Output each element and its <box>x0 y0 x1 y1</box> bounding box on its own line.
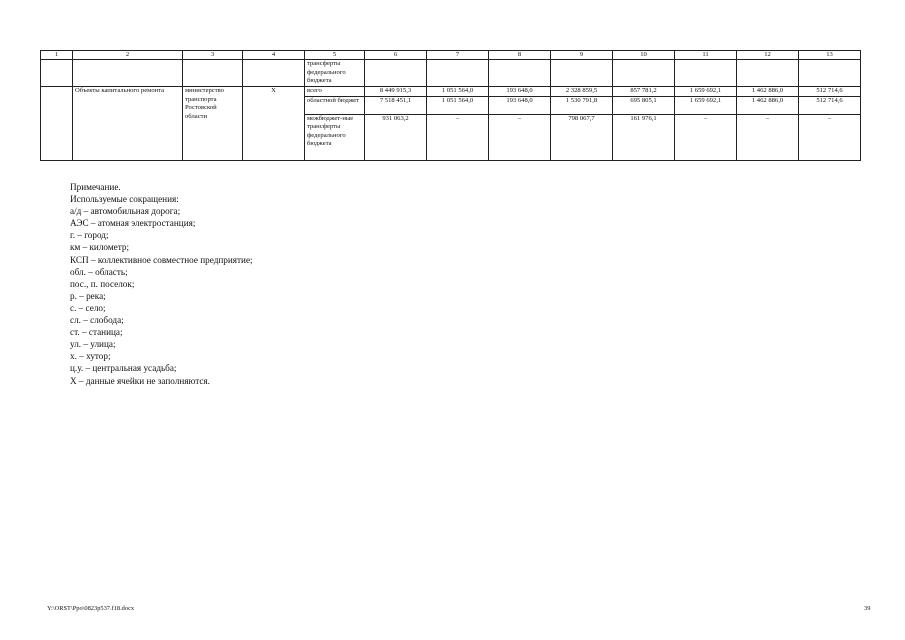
note-line: Х – данные ячейки не заполняются. <box>70 375 210 386</box>
header-cell: 13 <box>799 51 861 60</box>
source-cell: межбюджет-ные трансферты федерального бюджета <box>305 114 365 160</box>
note-line: км – километр; <box>70 242 130 253</box>
header-cell: 4 <box>243 51 305 60</box>
table-header-row <box>41 51 861 60</box>
note-line: г. – город; <box>70 230 109 241</box>
object-name-cell: Объекты капитального ремонта <box>73 87 183 160</box>
value-cell: 193 648,0 <box>489 96 551 114</box>
value-cell: 1 462 886,0 <box>737 87 799 96</box>
note-line: с. – село; <box>70 302 106 313</box>
header-cell: 6 <box>365 51 427 60</box>
value-cell: – <box>737 114 799 160</box>
note-line: КСП – коллективное совместное предприятие; <box>70 254 253 265</box>
value-cell: 512 714,6 <box>799 96 861 114</box>
note-line: ст. – станица; <box>70 327 123 338</box>
x-cell: Х <box>243 87 305 160</box>
value-cell: 193 648,0 <box>489 87 551 96</box>
source-cell: всего <box>305 87 365 96</box>
value-cell: 8 449 915,3 <box>365 87 427 96</box>
header-cell: 5 <box>305 51 365 60</box>
value-cell: 695 805,1 <box>613 96 675 114</box>
header-cell: 2 <box>73 51 183 60</box>
note-line: сл. – слобода; <box>70 315 124 326</box>
budget-table <box>40 50 861 161</box>
value-cell: – <box>489 114 551 160</box>
header-cell: 8 <box>489 51 551 60</box>
header-cell: 7 <box>427 51 489 60</box>
note-line: р. – река; <box>70 290 106 301</box>
value-cell: 1 462 886,0 <box>737 96 799 114</box>
value-cell: 857 781,2 <box>613 87 675 96</box>
value-cell: 2 328 859,5 <box>551 87 613 96</box>
note-line: ц.у. – центральная усадьба; <box>70 363 177 374</box>
page-number: 39 <box>864 605 871 612</box>
value-cell: 512 714,6 <box>799 87 861 96</box>
notes-block <box>70 181 253 387</box>
note-line: Используемые сокращения: <box>70 194 179 205</box>
note-title: Примечание. <box>70 182 121 192</box>
value-cell: – <box>675 114 737 160</box>
note-line: ул. – улица; <box>70 339 116 350</box>
note-line: х. – хутор; <box>70 351 111 362</box>
value-cell: 7 518 451,1 <box>365 96 427 114</box>
executor-cell: министерство транспорта Ростовской области <box>183 87 243 160</box>
value-cell: 798 067,7 <box>551 114 613 160</box>
value-cell: 1 659 692,1 <box>675 87 737 96</box>
header-cell: 9 <box>551 51 613 60</box>
header-cell: 3 <box>183 51 243 60</box>
value-cell: – <box>427 114 489 160</box>
value-cell: 161 976,1 <box>613 114 675 160</box>
header-cell: 12 <box>737 51 799 60</box>
value-cell: 931 063,2 <box>365 114 427 160</box>
note-line: а/д – автомобильная дорога; <box>70 206 181 217</box>
note-line: пос., п. поселок; <box>70 278 135 289</box>
header-cell: 11 <box>675 51 737 60</box>
header-cell: 10 <box>613 51 675 60</box>
source-cell: трансферты федерального бюджета <box>305 60 365 87</box>
note-line: АЭС – атомная электростанция; <box>70 218 196 229</box>
value-cell: 1 659 692,1 <box>675 96 737 114</box>
table-row <box>41 87 861 96</box>
header-cell: 1 <box>41 51 73 60</box>
source-cell: областной бюджет <box>305 96 365 114</box>
note-line: обл. – область; <box>70 266 128 277</box>
footer-file-path: Y:\ORST\Ppo\0823p537.f18.docx <box>47 605 135 612</box>
value-cell: 1 051 564,0 <box>427 87 489 96</box>
value-cell: 1 530 791,8 <box>551 96 613 114</box>
value-cell: 1 051 564,0 <box>427 96 489 114</box>
table-row-continuation <box>41 60 861 87</box>
value-cell: – <box>799 114 861 160</box>
